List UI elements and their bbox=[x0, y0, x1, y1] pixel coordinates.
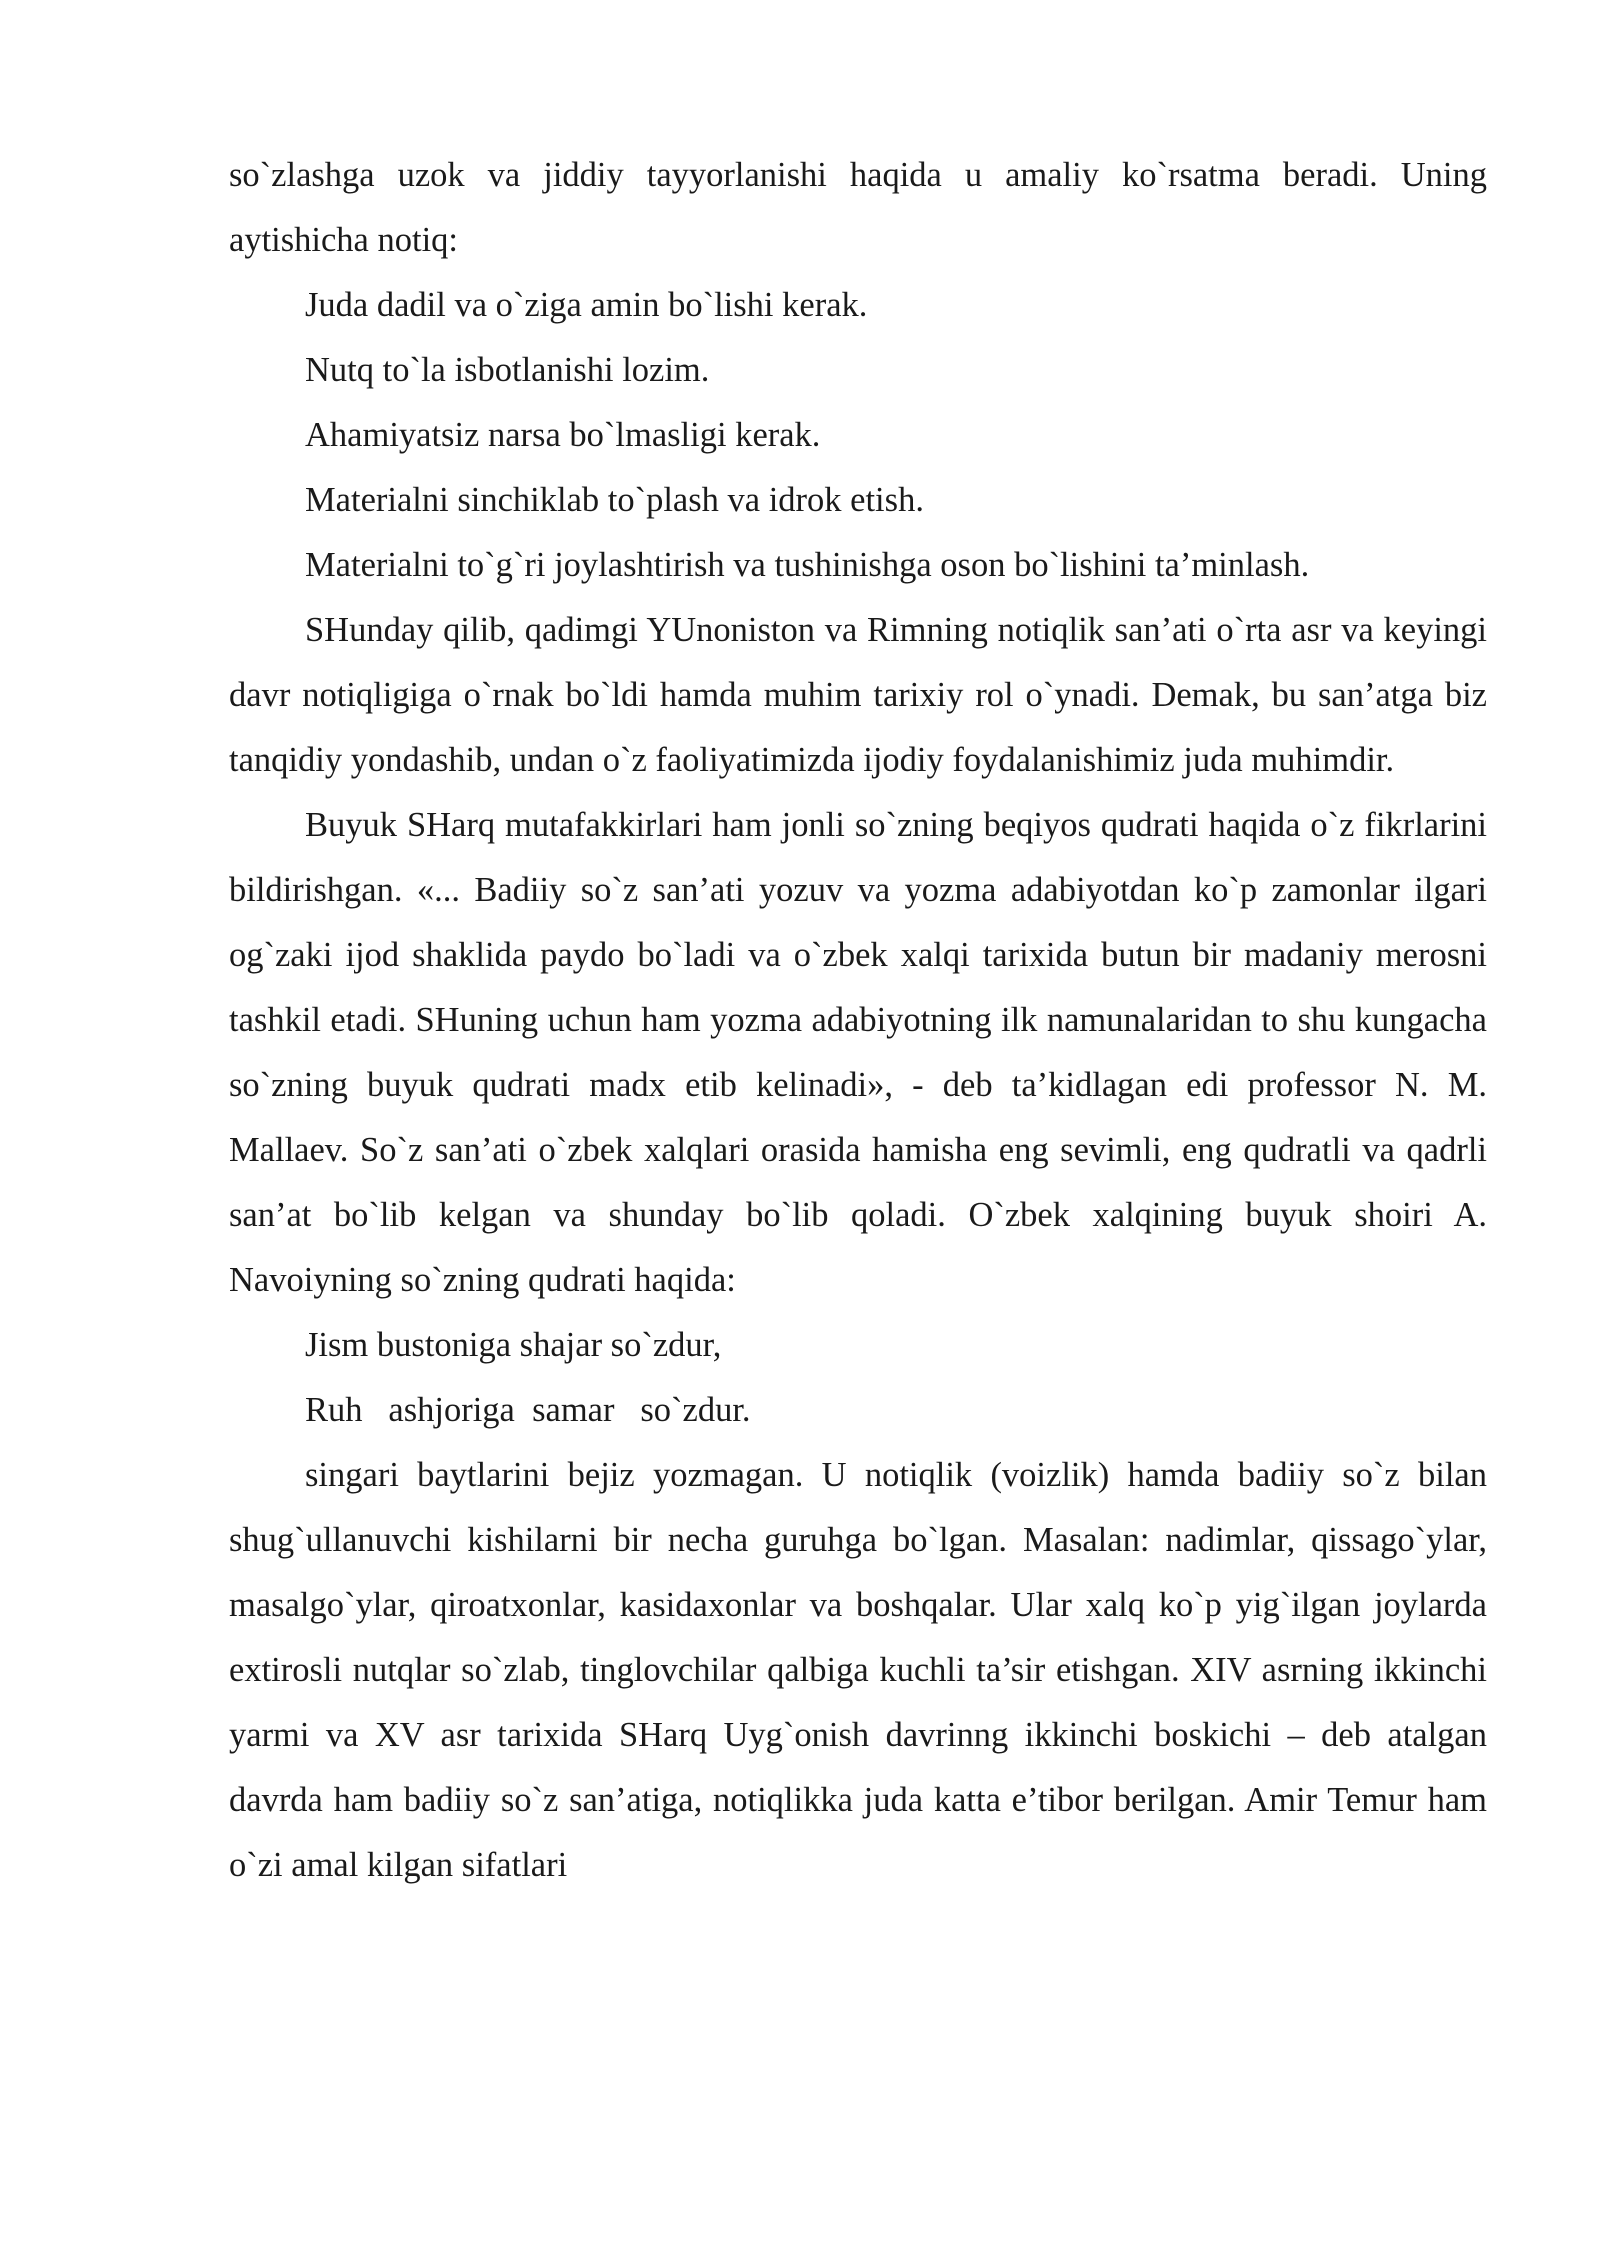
opening-paragraph: so`zlashga uzok va jiddiy tayyorlanishi haqida u amaliy ko`rsatma beradi. Uning aytishicha notiq: bbox=[229, 156, 1487, 259]
paragraph-conclusion: SHunday qilib, qadimgi YUnoniston va Rimning notiqlik san’ati o`rta asr va keyingi davr notiqligiga o`rnak bo`ldi hamda muhim tarixiy rol o`ynadi. Demak, bu san’atga biz tanqidiy yondashib, undan o`z faoliyatimizda ijodiy foydalanishimiz juda muhimdir. bbox=[229, 611, 1487, 779]
rule-item: Nutq to`la isbotlanishi lozim. bbox=[305, 351, 710, 389]
paragraph-eastern-thinkers: Buyuk SHarq mutafakkirlari ham jonli so`zning beqiyos qudrati haqida o`z fikrlarini bildirishgan. «... Badiiy so`z san’ati yozuv va yozma adabiyotdan ko`p zamonlar ilgari og`zaki ijod shaklida paydo bo`ladi va o`zbek xalqi tarixida butun bir madaniy merosni tashkil etadi. SHuning uchun ham yozma adabiyotning ilk namunalaridan to shu kungacha so`zning buyuk qudrati madx etib kelinadi», - deb ta’kidlagan edi professor N. M. Mallaev. So`z san’ati o`zbek xalqlari orasida hamisha eng sevimli, eng qudratli va qadrli san’at bo`lib kelgan va shunday bo`lib qoladi. O`zbek xalqining buyuk shoiri A. Navoiyning so`zning qudrati haqida: bbox=[229, 806, 1487, 1299]
rule-item: Materialni sinchiklab to`plash va idrok etish. bbox=[305, 481, 924, 519]
paragraph-orators: singari baytlarini bejiz yozmagan. U notiqlik (voizlik) hamda badiiy so`z bilan shug`ullanuvchi kishilarni bir necha guruhga bo`lgan. Masalan: nadimlar, qissago`ylar, masalgo`ylar, qiroatxonlar, kasidaxonlar va boshqalar. Ular xalq ko`p yig`ilgan joylarda extirosli nutqlar so`zlab, tinglovchilar qalbiga kuchli ta’sir etishgan. XIV asrning ikkinchi yarmi va XV asr tarixida SHarq Uyg`onish davrinng ikkinchi boskichi – deb atalgan davrda ham badiiy so`z san’atiga, notiqlikka juda katta e’tibor berilgan. Amir Temur ham o`zi amal kilgan sifatlari bbox=[229, 1456, 1487, 1884]
verse-line: Ruh ashjoriga samar so`zdur. bbox=[305, 1391, 751, 1429]
rule-item: Ahamiyatsiz narsa bo`lmasligi kerak. bbox=[305, 416, 821, 454]
verse-line: Jism bustoniga shajar so`zdur, bbox=[305, 1326, 722, 1364]
rule-item: Materialni to`g`ri joylashtirish va tushinishga oson bo`lishini ta’minlash. bbox=[305, 546, 1310, 584]
rule-item: Juda dadil va o`ziga amin bo`lishi kerak. bbox=[305, 286, 868, 324]
document-page bbox=[229, 143, 1487, 1898]
